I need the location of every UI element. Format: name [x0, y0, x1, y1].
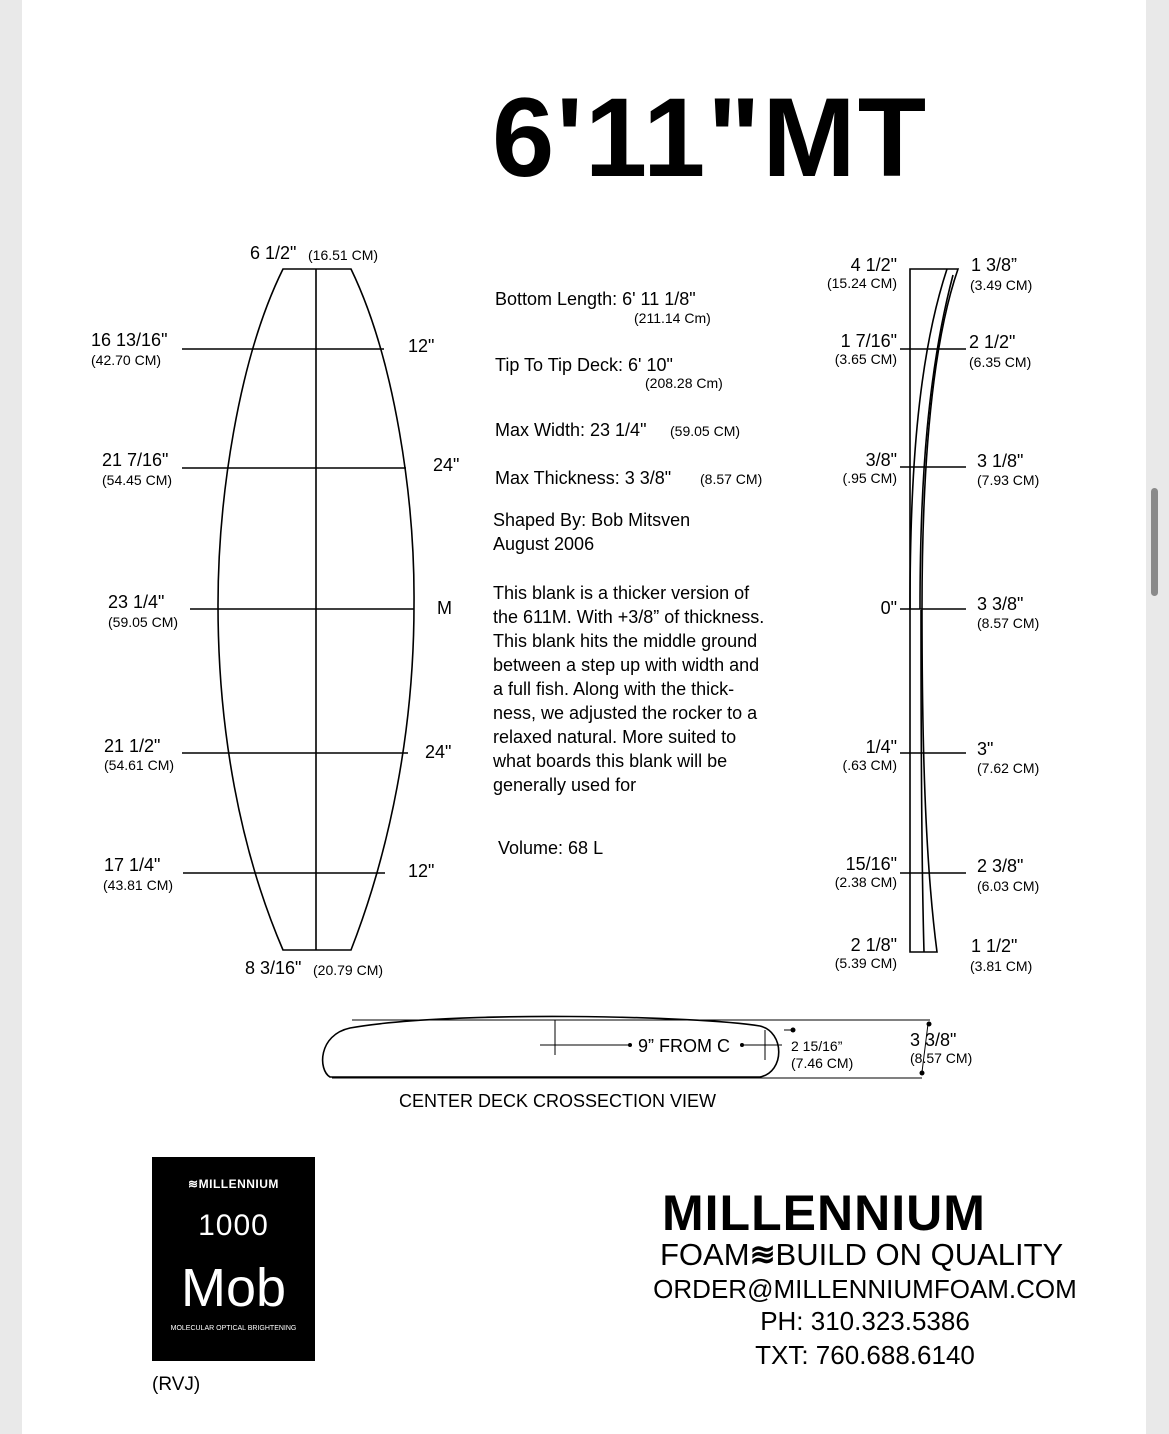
rocker-right-label: 2 3/8"	[977, 856, 1024, 876]
badge-word: Mob	[180, 1258, 287, 1318]
station-mark: 24"	[425, 742, 452, 762]
station-width-cm: (54.45 CM)	[102, 472, 173, 488]
rocker-right-label: 1 3/8”	[971, 255, 1018, 275]
footer-text: TXT: 760.688.6140	[755, 1340, 975, 1370]
shaped-by: Shaped By: Bob Mitsven	[493, 510, 691, 530]
rocker-right-label: 3 3/8"	[977, 594, 1024, 614]
rocker-left-label: 0"	[880, 598, 897, 618]
badge-number: 1000	[198, 1209, 269, 1242]
rocker-left-label: 1/4" (.63 CM)	[842, 737, 897, 773]
footer-brand: MILLENNIUM	[662, 1185, 986, 1241]
station-mark: M	[437, 598, 452, 618]
nose-width: 6 1/2"	[250, 243, 297, 263]
rocker-left-label: 3/8" (.95 CM)	[842, 450, 897, 486]
tail-width-cm: (20.79 CM)	[313, 962, 384, 978]
tail-width: 8 3/16"	[245, 958, 302, 978]
rocker-right-cm: (3.49 CM)	[970, 277, 1033, 293]
rail-thickness: 2 15/16”	[791, 1038, 843, 1054]
station-width: 21 7/16"	[102, 450, 169, 470]
rocker-right-cm: (6.03 CM)	[977, 878, 1040, 894]
bottom-length-cm: (211.14 Cm)	[634, 310, 711, 326]
crosssection-caption: CENTER DECK CROSSECTION VIEW	[399, 1091, 717, 1111]
badge-subtitle: MOLECULAR OPTICAL BRIGHTENING	[170, 1325, 297, 1332]
rocker-left-label: 15/16" (2.38 CM)	[834, 854, 897, 890]
center-thickness: 3 3/8"	[910, 1030, 957, 1050]
rocker-right-cm: (7.93 CM)	[977, 472, 1040, 488]
rocker-left-label: 1 7/16" (3.65 CM)	[834, 331, 897, 367]
model-title: 6'11"MT	[492, 75, 929, 200]
rocker-right-label: 1 1/2"	[971, 936, 1018, 956]
badge-code: (RVJ)	[152, 1374, 201, 1395]
wave-icon: ≋	[749, 1237, 776, 1272]
footer-tagline: FOAM≋BUILD ON QUALITY	[660, 1237, 1064, 1272]
mob-badge	[152, 1157, 315, 1361]
nose-width-cm: (16.51 CM)	[308, 247, 379, 263]
station-mark: 12"	[408, 336, 435, 356]
max-width: Max Width: 23 1/4"	[495, 420, 647, 440]
station-width: 16 13/16"	[91, 330, 168, 350]
station-width-cm: (43.81 CM)	[103, 877, 174, 893]
max-thickness: Max Thickness: 3 3/8"	[495, 468, 672, 488]
rocker-right-label: 3"	[977, 739, 994, 759]
rocker-right-cm: (3.81 CM)	[970, 958, 1033, 974]
station-width: 23 1/4"	[108, 592, 165, 612]
center-thickness-cm: (8.57 CM)	[910, 1050, 973, 1066]
rocker-right-cm: (7.62 CM)	[977, 760, 1040, 776]
tip-to-tip-cm: (208.28 Cm)	[645, 375, 723, 391]
bottom-length: Bottom Length: 6' 11 1/8"	[495, 289, 696, 309]
tip-to-tip: Tip To Tip Deck: 6' 10"	[495, 355, 673, 375]
station-width-cm: (54.61 CM)	[104, 757, 175, 773]
station-width: 17 1/4"	[104, 855, 161, 875]
volume: Volume: 68 L	[498, 838, 604, 858]
max-width-cm: (59.05 CM)	[670, 423, 741, 439]
max-thickness-cm: (8.57 CM)	[700, 471, 763, 487]
description: This blank is a thicker version of the 611M. With +3/8” of thickness. This blank hits the middle ground between a step up with width and a full fish. Along with the thick- ness, we adjusted the rocker to a relaxed natural. More suited to what boards this blank will be generally used for	[493, 583, 765, 795]
station-width: 21 1/2"	[104, 736, 161, 756]
station-mark: 24"	[433, 455, 460, 475]
shaped-date: August 2006	[493, 534, 595, 554]
rocker-right-label: 3 1/8"	[977, 451, 1024, 471]
rocker-right-cm: (6.35 CM)	[969, 354, 1032, 370]
rocker-right-cm: (8.57 CM)	[977, 615, 1040, 631]
rocker-left-label: 4 1/2" (15.24 CM)	[826, 255, 897, 291]
station-width-cm: (42.70 CM)	[91, 352, 162, 368]
badge-brand: ≋MILLENNIUM	[188, 1177, 279, 1191]
rail-thickness-cm: (7.46 CM)	[791, 1055, 854, 1071]
footer-phone: PH: 310.323.5386	[760, 1306, 970, 1336]
station-width-cm: (59.05 CM)	[108, 614, 179, 630]
footer-email[interactable]: ORDER@MILLENNIUMFOAM.COM	[653, 1274, 1077, 1304]
rocker-left-label: 2 1/8" (5.39 CM)	[834, 935, 897, 971]
wave-icon: ≋	[188, 1177, 199, 1191]
station-mark: 12"	[408, 861, 435, 881]
from-center-label: 9” FROM C	[638, 1036, 730, 1056]
rocker-right-label: 2 1/2"	[969, 332, 1016, 352]
